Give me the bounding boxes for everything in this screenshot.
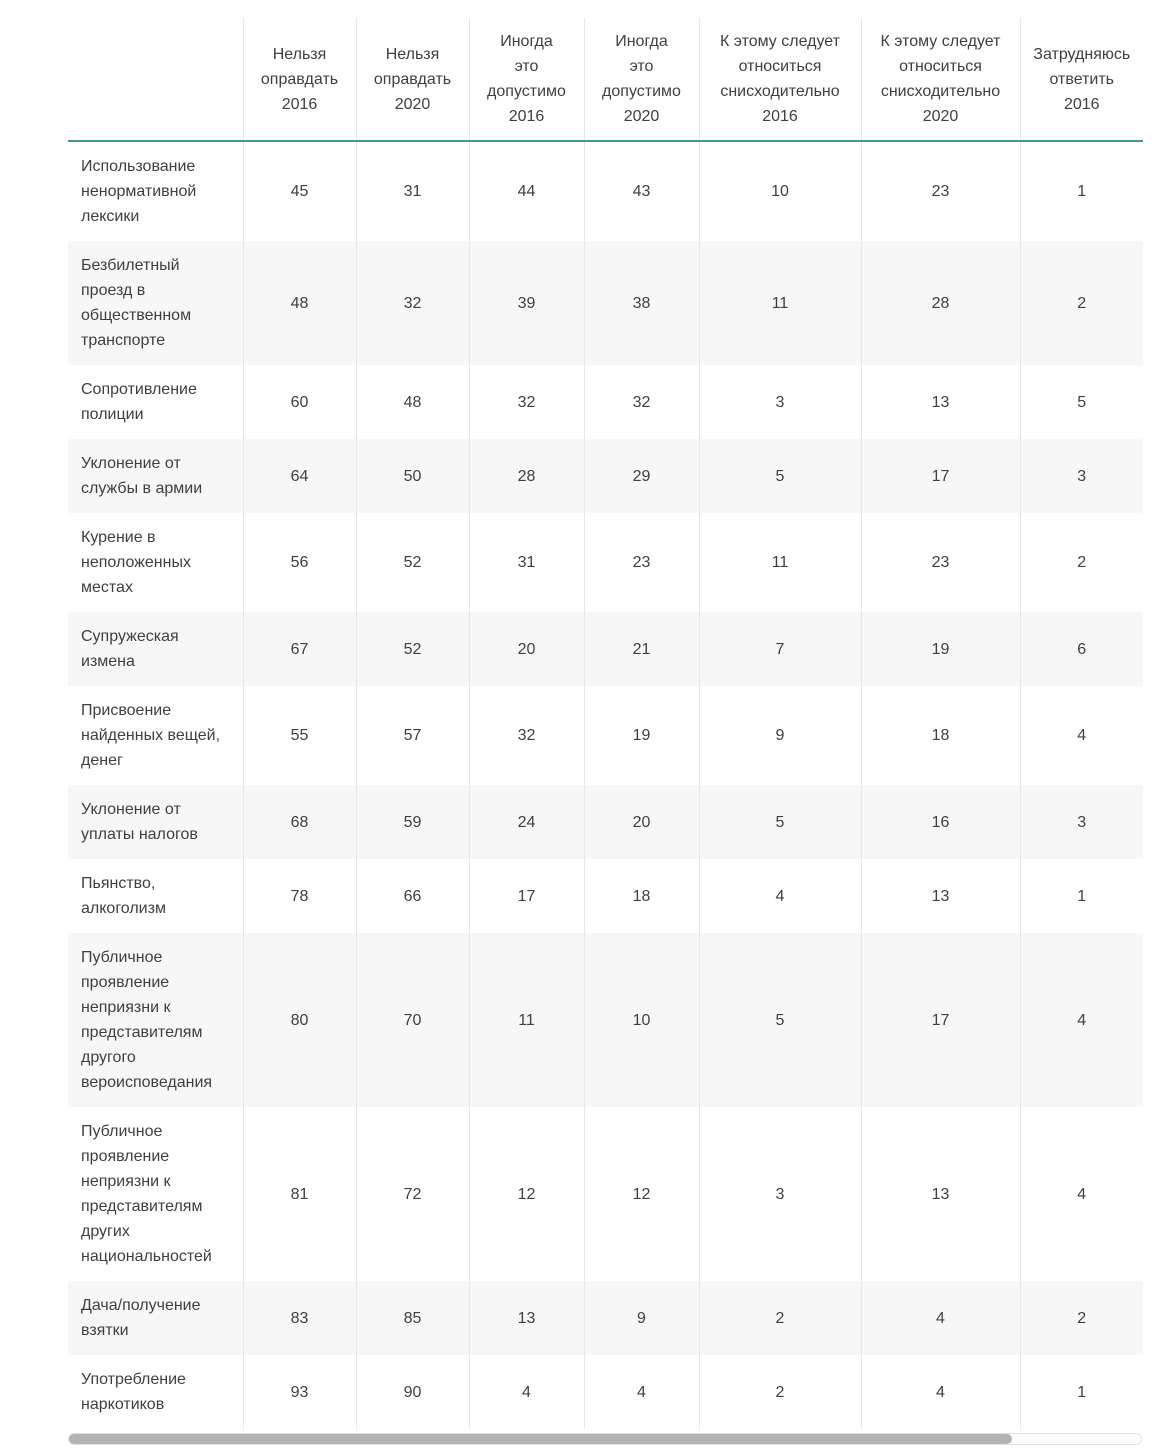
row-label-header-cell bbox=[68, 18, 243, 141]
value-cell: 64 bbox=[243, 439, 356, 513]
header-cell bbox=[1020, 18, 1143, 141]
header-line: 2020 bbox=[394, 95, 431, 113]
value-cell: 3 bbox=[699, 1107, 861, 1281]
value-cell: 5 bbox=[699, 933, 861, 1107]
value-cell: 4 bbox=[584, 1355, 699, 1429]
value-cell: 11 bbox=[469, 933, 584, 1107]
value-cell: 13 bbox=[861, 859, 1020, 933]
table-row bbox=[68, 241, 1143, 365]
survey-table-container bbox=[68, 18, 1143, 1445]
value-cell: 83 bbox=[243, 1281, 356, 1355]
value-cell: 52 bbox=[356, 612, 469, 686]
value-cell: 2 bbox=[1020, 513, 1143, 612]
table-row bbox=[68, 365, 1143, 439]
header-line: относиться bbox=[738, 58, 822, 75]
value-cell: 1 bbox=[1020, 141, 1143, 241]
value-cell: 48 bbox=[243, 241, 356, 365]
value-cell: 28 bbox=[861, 241, 1020, 365]
table-header bbox=[68, 18, 1143, 141]
header-cell bbox=[243, 18, 356, 141]
table-row bbox=[68, 785, 1143, 859]
value-cell: 17 bbox=[861, 439, 1020, 513]
header-line: это bbox=[514, 58, 539, 75]
value-cell: 66 bbox=[356, 859, 469, 933]
header-line: 2016 bbox=[762, 108, 798, 125]
value-cell: 81 bbox=[243, 1107, 356, 1281]
value-cell: 7 bbox=[699, 612, 861, 686]
value-cell: 44 bbox=[469, 141, 584, 241]
header-line: 2016 bbox=[281, 95, 318, 113]
value-cell: 4 bbox=[861, 1281, 1020, 1355]
value-cell: 32 bbox=[584, 365, 699, 439]
row-label-cell: Безбилетный проезд в общественном транспорте bbox=[81, 257, 192, 349]
value-cell: 1 bbox=[1020, 859, 1143, 933]
header-line: Иногда bbox=[615, 33, 668, 50]
horizontal-scrollbar[interactable] bbox=[68, 1433, 1142, 1445]
value-cell: 31 bbox=[356, 141, 469, 241]
header-line: 2016 bbox=[1063, 95, 1100, 113]
value-cell: 28 bbox=[469, 439, 584, 513]
header-line: К этому следует bbox=[720, 33, 840, 50]
header-cell bbox=[584, 18, 699, 141]
value-cell: 17 bbox=[469, 859, 584, 933]
header-line: 2020 bbox=[922, 108, 959, 125]
table-row bbox=[68, 612, 1143, 686]
value-cell: 4 bbox=[861, 1355, 1020, 1429]
row-label-cell: Присвоение найденных вещей, денег bbox=[81, 702, 221, 769]
table-row bbox=[68, 1107, 1143, 1281]
row-label-cell: Уклонение от службы в армии bbox=[81, 455, 203, 497]
header-line: Нельзя bbox=[385, 45, 440, 63]
row-label-cell: Супружеская измена bbox=[81, 628, 179, 670]
table-row bbox=[68, 1281, 1143, 1355]
row-label-cell: Дача/получение взятки bbox=[81, 1297, 201, 1339]
value-cell: 2 bbox=[699, 1281, 861, 1355]
value-cell: 85 bbox=[356, 1281, 469, 1355]
row-label-cell: Употребление наркотиков bbox=[81, 1371, 186, 1413]
value-cell: 2 bbox=[699, 1355, 861, 1429]
header-line: Иногда bbox=[500, 33, 553, 50]
value-cell: 2 bbox=[1020, 1281, 1143, 1355]
value-cell: 18 bbox=[584, 859, 699, 933]
value-cell: 50 bbox=[356, 439, 469, 513]
row-label-cell: Курение в неположенных местах bbox=[81, 529, 191, 596]
header-line: оправдать bbox=[373, 70, 452, 88]
value-cell: 78 bbox=[243, 859, 356, 933]
value-cell: 48 bbox=[356, 365, 469, 439]
value-cell: 45 bbox=[243, 141, 356, 241]
value-cell: 3 bbox=[1020, 439, 1143, 513]
header-cell bbox=[469, 18, 584, 141]
value-cell: 23 bbox=[861, 141, 1020, 241]
table-row bbox=[68, 513, 1143, 612]
row-label-cell: Публичное проявление неприязни к представителям другого вероисповедания bbox=[81, 949, 213, 1091]
value-cell: 9 bbox=[584, 1281, 699, 1355]
value-cell: 3 bbox=[1020, 785, 1143, 859]
value-cell: 18 bbox=[861, 686, 1020, 785]
value-cell: 57 bbox=[356, 686, 469, 785]
value-cell: 23 bbox=[861, 513, 1020, 612]
table-row bbox=[68, 1355, 1143, 1429]
value-cell: 16 bbox=[861, 785, 1020, 859]
value-cell: 4 bbox=[1020, 686, 1143, 785]
value-cell: 12 bbox=[584, 1107, 699, 1281]
value-cell: 67 bbox=[243, 612, 356, 686]
header-line: это bbox=[629, 58, 654, 75]
value-cell: 4 bbox=[699, 859, 861, 933]
header-cell bbox=[356, 18, 469, 141]
value-cell: 68 bbox=[243, 785, 356, 859]
value-cell: 13 bbox=[861, 1107, 1020, 1281]
table-row bbox=[68, 933, 1143, 1107]
value-cell: 6 bbox=[1020, 612, 1143, 686]
value-cell: 4 bbox=[1020, 933, 1143, 1107]
header-line: 2020 bbox=[623, 108, 660, 125]
value-cell: 9 bbox=[699, 686, 861, 785]
table-row bbox=[68, 141, 1143, 241]
header-line: допустимо bbox=[602, 83, 681, 100]
value-cell: 32 bbox=[356, 241, 469, 365]
row-label-cell: Пьянство, алкоголизм bbox=[81, 875, 166, 917]
value-cell: 24 bbox=[469, 785, 584, 859]
value-cell: 13 bbox=[469, 1281, 584, 1355]
value-cell: 32 bbox=[469, 365, 584, 439]
value-cell: 38 bbox=[584, 241, 699, 365]
table-row bbox=[68, 439, 1143, 513]
row-label-cell: Уклонение от уплаты налогов bbox=[81, 801, 198, 843]
value-cell: 11 bbox=[699, 513, 861, 612]
value-cell: 60 bbox=[243, 365, 356, 439]
value-cell: 23 bbox=[584, 513, 699, 612]
header-line: ответить bbox=[1049, 70, 1114, 88]
header-line: Нельзя bbox=[272, 45, 327, 63]
table-row bbox=[68, 686, 1143, 785]
value-cell: 55 bbox=[243, 686, 356, 785]
value-cell: 21 bbox=[584, 612, 699, 686]
value-cell: 3 bbox=[699, 365, 861, 439]
row-label-cell: Публичное проявление неприязни к представителям других национальностей bbox=[81, 1123, 212, 1265]
header-line: допустимо bbox=[487, 83, 566, 100]
value-cell: 10 bbox=[584, 933, 699, 1107]
table-row bbox=[68, 859, 1143, 933]
value-cell: 5 bbox=[699, 785, 861, 859]
table-body bbox=[68, 141, 1143, 1429]
header-line: снисходительно bbox=[720, 83, 840, 100]
header-row bbox=[68, 18, 1143, 141]
header-line: относиться bbox=[899, 58, 982, 75]
value-cell: 1 bbox=[1020, 1355, 1143, 1429]
value-cell: 13 bbox=[861, 365, 1020, 439]
value-cell: 11 bbox=[699, 241, 861, 365]
row-label-cell: Сопротивление полиции bbox=[81, 381, 197, 423]
header-line: снисходительно bbox=[880, 83, 1001, 100]
value-cell: 20 bbox=[584, 785, 699, 859]
value-cell: 93 bbox=[243, 1355, 356, 1429]
value-cell: 4 bbox=[1020, 1107, 1143, 1281]
header-line: К этому следует bbox=[880, 33, 1001, 50]
value-cell: 19 bbox=[584, 686, 699, 785]
value-cell: 90 bbox=[356, 1355, 469, 1429]
value-cell: 20 bbox=[469, 612, 584, 686]
value-cell: 12 bbox=[469, 1107, 584, 1281]
value-cell: 43 bbox=[584, 141, 699, 241]
value-cell: 72 bbox=[356, 1107, 469, 1281]
value-cell: 10 bbox=[699, 141, 861, 241]
survey-table bbox=[68, 18, 1143, 1429]
header-line: 2016 bbox=[508, 108, 545, 125]
value-cell: 17 bbox=[861, 933, 1020, 1107]
value-cell: 29 bbox=[584, 439, 699, 513]
header-cell bbox=[699, 18, 861, 141]
header-line: оправдать bbox=[260, 70, 339, 88]
value-cell: 80 bbox=[243, 933, 356, 1107]
value-cell: 4 bbox=[469, 1355, 584, 1429]
value-cell: 5 bbox=[699, 439, 861, 513]
value-cell: 31 bbox=[469, 513, 584, 612]
value-cell: 19 bbox=[861, 612, 1020, 686]
value-cell: 32 bbox=[469, 686, 584, 785]
value-cell: 56 bbox=[243, 513, 356, 612]
header-cell bbox=[861, 18, 1020, 141]
value-cell: 2 bbox=[1020, 241, 1143, 365]
value-cell: 59 bbox=[356, 785, 469, 859]
value-cell: 52 bbox=[356, 513, 469, 612]
value-cell: 70 bbox=[356, 933, 469, 1107]
value-cell: 5 bbox=[1020, 365, 1143, 439]
value-cell: 39 bbox=[469, 241, 584, 365]
header-line: Затрудняюсь bbox=[1033, 45, 1131, 63]
row-label-cell: Использование ненормативной лексики bbox=[81, 158, 197, 225]
